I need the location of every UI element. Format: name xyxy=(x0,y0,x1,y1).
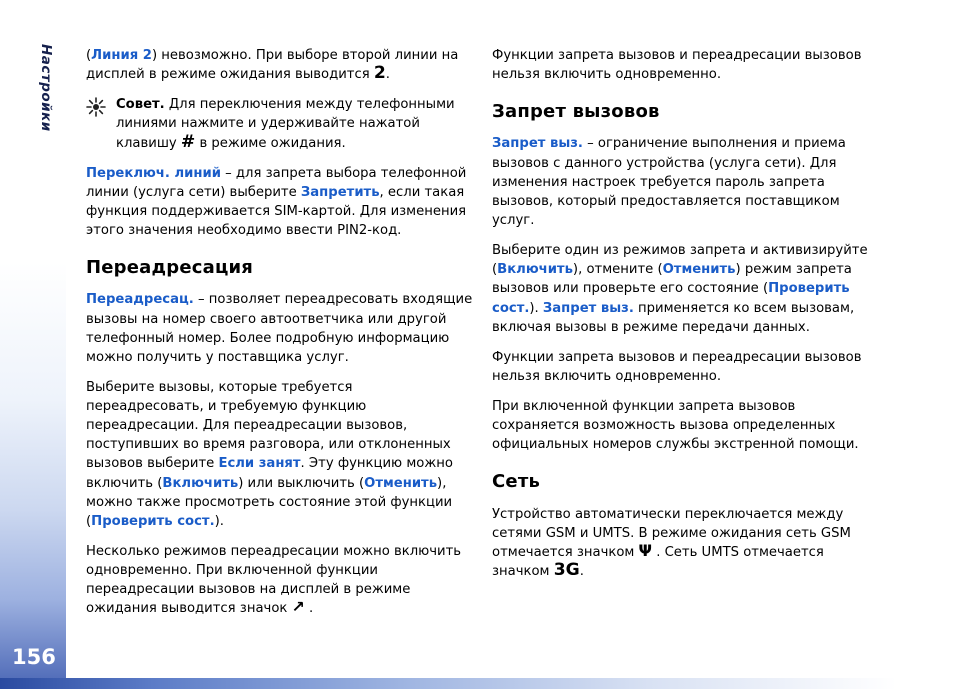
body-paragraph: Запрет выз. – ограничение выполнения и приема вызовов с данного устройства (услуга сети). Для изменения настроек требуется пароль запрета вызовов, который предоставляется поставщиком услуг. xyxy=(492,136,846,228)
section-heading-forwarding: Переадресация xyxy=(86,257,254,279)
chapter-title: Настройки xyxy=(38,44,54,132)
section-heading-call-barring: Запрет вызовов xyxy=(492,101,660,123)
inline-term-link: Запрет выз. xyxy=(542,300,634,316)
inline-term-link: Проверить сост. xyxy=(91,513,215,529)
body-paragraph: При включенной функции запрета вызовов сохраняется возможность вызова определенных официальных номеров службы экстренной помощи. xyxy=(492,399,859,453)
inline-term-link: Запрет выз. xyxy=(492,136,583,152)
body-paragraph: Выберите вызовы, которые требуется переадресовать, и требуемую функцию переадресации. Для переадресации вызовов, поступивших во время разговора, или отклоненных вызовов выберите Если занят. Эту функцию можно включить (Включить) или выключить (Отменить), можно также просмотреть состояние этой функции (Проверить сост.). xyxy=(86,379,453,529)
body-paragraph: Переадресац. – позволяет переадресовать входящие вызовы на номер своего автоответчика или другой телефонный номер. Более подробную информацию можно получить у поставщика услуг. xyxy=(86,292,473,365)
umts-3g-icon: 3G xyxy=(553,560,580,580)
section-heading-network: Сеть xyxy=(492,471,541,493)
bottom-gradient-bar xyxy=(0,678,954,689)
inline-term-link: Запретить xyxy=(300,184,380,200)
inline-term-link: Линия 2 xyxy=(91,48,152,63)
body-paragraph: (Линия 2) невозможно. При выборе второй линии на дисплей в режиме ожидания выводится 2. xyxy=(86,48,459,84)
inline-term-link: Отменить xyxy=(364,475,438,491)
gsm-network-icon: Ψ xyxy=(638,540,652,560)
inline-term-link: Включить xyxy=(497,262,573,278)
right-column xyxy=(492,46,884,592)
body-paragraph: Функции запрета вызовов и переадресации вызовов нельзя включить одновременно. xyxy=(492,48,862,83)
inline-term-link: Если занят xyxy=(218,456,301,472)
inline-term-link: Включить xyxy=(162,475,239,491)
inline-term-link: Переключ. линий xyxy=(86,165,221,181)
body-paragraph: Переключ. линий – для запрета выбора телефонной линии (услуга сети) выберите Запретить, если такая функция поддерживается SIM-картой. Для изменения этого значения необходимо ввести PIN2-код. xyxy=(86,165,467,239)
body-paragraph: Выберите один из режимов запрета и активизируйте (Включить), отмените (Отменить) режим запрета вызовов или проверьте его состояние (Проверить сост.). Запрет выз. применяется ко всем вызовам, включая вызовы в режиме передачи данных. xyxy=(492,243,868,335)
inline-emphasis: Совет. xyxy=(116,97,165,113)
body-paragraph: Устройство автоматически переключается между сетями GSM и UMTS. В режиме ожидания сеть GSM отмечается значком Ψ . Сеть UMTS отмечается значком 3G. xyxy=(492,506,851,580)
hash-key-icon: # xyxy=(180,131,196,152)
tip-note xyxy=(86,95,474,152)
inline-term-link: Проверить сост. xyxy=(492,281,850,316)
page-number: 156 xyxy=(12,645,56,669)
left-column xyxy=(86,46,474,630)
chapter-sidebar xyxy=(0,0,66,689)
inline-term-link: Переадресац. xyxy=(86,292,194,308)
body-paragraph: Несколько режимов переадресации можно включить одновременно. При включенной функции переадресации вызовов на дисплей в режиме ожидания выводится значок ↗ . xyxy=(86,544,462,617)
call-divert-icon: ↗ xyxy=(291,597,305,617)
tip-lamp-icon xyxy=(86,95,106,152)
inline-term-link: Отменить xyxy=(662,262,736,278)
tip-text: Совет. Для переключения между телефонными линиями нажмите и удерживайте нажатой клавишу # в режиме ожидания. xyxy=(116,97,455,152)
body-paragraph: Функции запрета вызовов и переадресации вызовов нельзя включить одновременно. xyxy=(492,349,862,384)
line2-indicator-icon: 2 xyxy=(373,63,386,84)
